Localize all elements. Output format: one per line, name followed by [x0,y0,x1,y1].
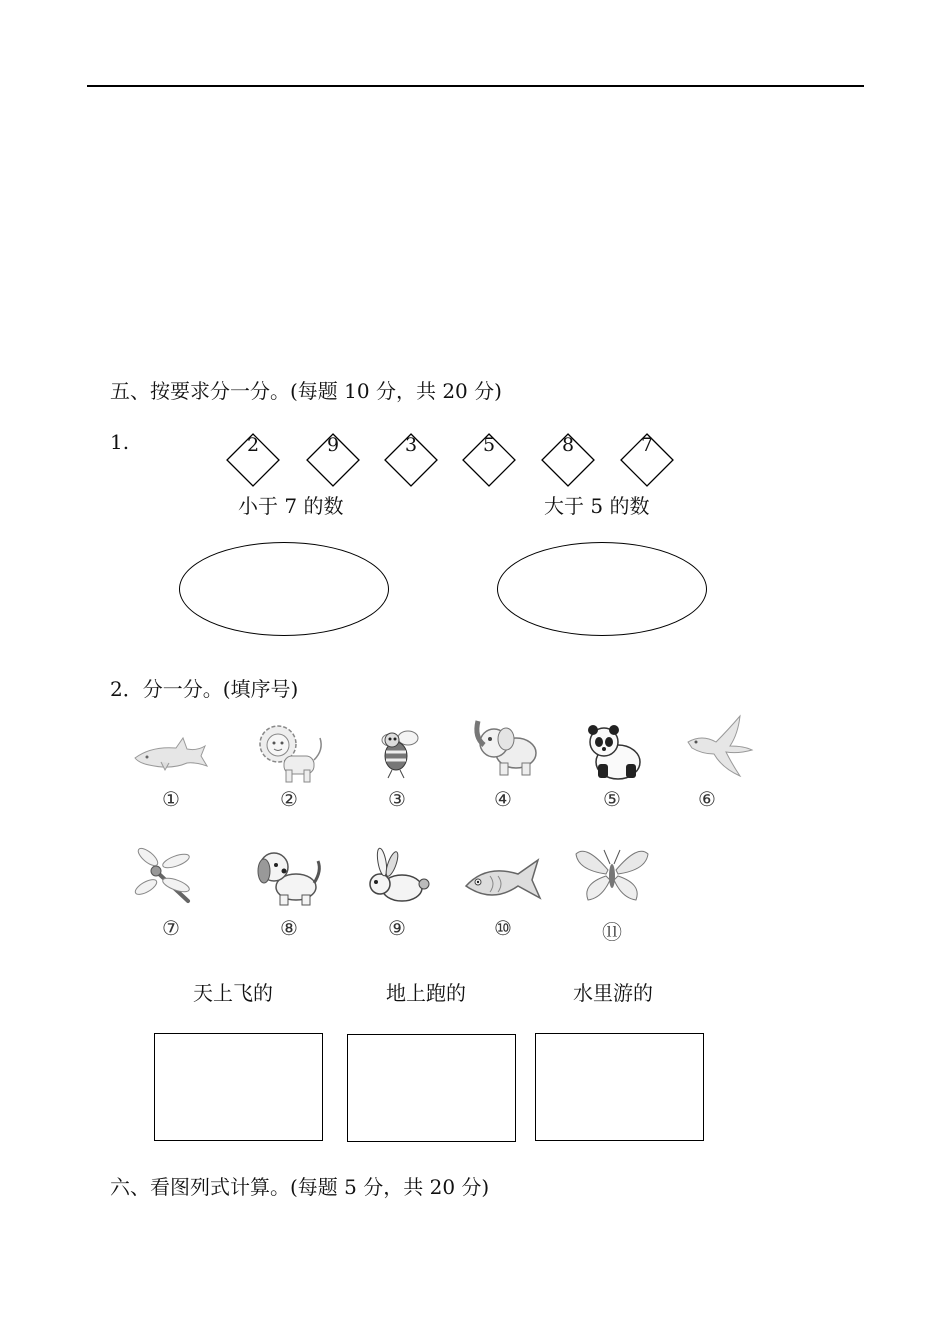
number-diamond [384,433,438,487]
swallow-icon [682,712,762,782]
diamond-number: 2 [246,434,260,456]
category-sky-label: 天上飞的 [193,981,273,1005]
dragonfly-icon [132,843,212,913]
number-diamond [541,433,595,487]
answer-oval-right[interactable] [497,542,707,636]
animal-number: ⑨ [388,916,406,940]
animal-number: ⑦ [162,916,180,940]
question-1-label: 1. [110,430,130,454]
animal-number: ⑥ [698,787,716,811]
section-6-heading: 六、看图列式计算。(每题 5 分，共 20 分) [110,1175,490,1199]
animal-number: ③ [388,787,406,811]
category-land-label: 地上跑的 [386,981,466,1005]
number-diamond [306,433,360,487]
animal-number: ② [280,787,298,811]
diamond-number: 5 [482,434,496,456]
animal-number: ⑧ [280,916,298,940]
animal-number: ⑪ [602,920,622,944]
panda-icon [578,718,658,788]
number-diamond [462,433,516,487]
group-label-greater-than-5: 大于 5 的数 [544,494,650,518]
number-diamond [226,433,280,487]
butterfly-icon [572,840,652,910]
animal-number: ⑩ [494,916,512,940]
question-2-label: 2．分一分。(填序号) [110,677,299,701]
group-label-less-than-7: 小于 7 的数 [238,494,344,518]
diamond-number: 7 [640,434,654,456]
answer-box-water[interactable] [535,1033,704,1141]
section-5-heading: 五、按要求分一分。(每题 10 分，共 20 分) [110,379,502,403]
animal-number: ⑤ [603,787,621,811]
diamond-number: 9 [326,434,340,456]
answer-oval-left[interactable] [179,542,389,636]
answer-box-land[interactable] [347,1034,516,1142]
fish-icon [462,846,542,916]
diamond-number: 8 [561,434,575,456]
rabbit-icon [358,846,438,916]
puppy-icon [250,843,330,913]
answer-box-sky[interactable] [154,1033,323,1141]
top-rule [87,85,864,87]
lion-icon [250,718,330,788]
number-diamond [620,433,674,487]
elephant-icon [470,713,550,783]
category-water-label: 水里游的 [573,981,653,1005]
bee-icon [362,718,442,788]
animal-number: ④ [494,787,512,811]
animal-number: ① [162,787,180,811]
diamond-number: 3 [404,434,418,456]
shark-icon [131,718,211,788]
